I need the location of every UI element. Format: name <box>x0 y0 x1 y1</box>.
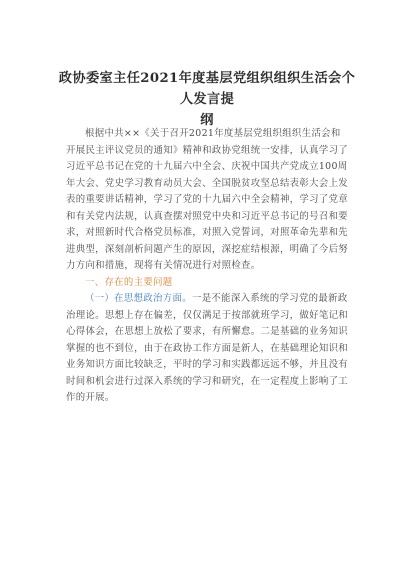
subsection-first-line-text: 一是不能深入系统的学习党的最新政 <box>191 293 348 304</box>
subsection-line: 心得体会，在思想上放松了要求，有所懈怠。二是基础的业务知识 <box>66 326 349 337</box>
document-body <box>66 126 350 407</box>
intro-line: 表的重要讲话精神，学习了党的十九届六中全会精神，学习了党章 <box>66 194 349 205</box>
intro-line: 力方向和措施，现将有关情况进行对照检查。 <box>66 260 261 271</box>
document-title <box>52 68 362 131</box>
intro-line: 开展民主评议党员的通知》精神和政协党组统一安排，认真学习了 <box>66 144 349 156</box>
intro-line: 习近平总书记在党的十九届六中全会、庆祝中国共产党成立100周 <box>66 161 348 172</box>
subsection-heading: （一）在思想政治方面。 <box>85 293 192 304</box>
intro-line: 根据中共××《关于召开2021年度基层党组织组织生活会和 <box>85 128 341 139</box>
subsection-line: 掌握的也不到位，由于在政协工作方面是新人，在基础理论知识和 <box>66 342 349 354</box>
subsection-line: 时间和机会进行过深入系统的学习和研究，在一定程度上影响了工 <box>66 375 349 387</box>
subsection-line: 治理论。思想上存在偏差，仅仅满足于按部就班学习，做好笔记和 <box>66 309 349 321</box>
subsection-line: 作的开展。 <box>66 392 115 403</box>
intro-line: 年大会、党史学习教育动员大会、全国脱贫攻坚总结表彰大会上发 <box>66 177 349 189</box>
intro-line: 求，对照新时代合格党员标准，对照入党誓词，对照革命先辈和先 <box>66 227 349 238</box>
section-heading: 一、存在的主要问题 <box>85 276 173 288</box>
intro-line: 进典型，深刻剖析问题产生的原因，深挖症结根源，明确了今后努 <box>66 243 349 255</box>
title-line-2: 纲 <box>200 113 214 128</box>
subsection-line: 业务知识方面比较缺乏，平时的学习和实践都远远不够，并且没有 <box>66 359 349 370</box>
intro-line: 和有关党内法规，认真查摆对照党中央和习近平总书记的号召和要 <box>66 210 349 222</box>
title-line-1: 政协委室主任2021年度基层党组织组织生活会个人发言提 <box>58 71 356 107</box>
subsection-first-line <box>66 291 350 308</box>
